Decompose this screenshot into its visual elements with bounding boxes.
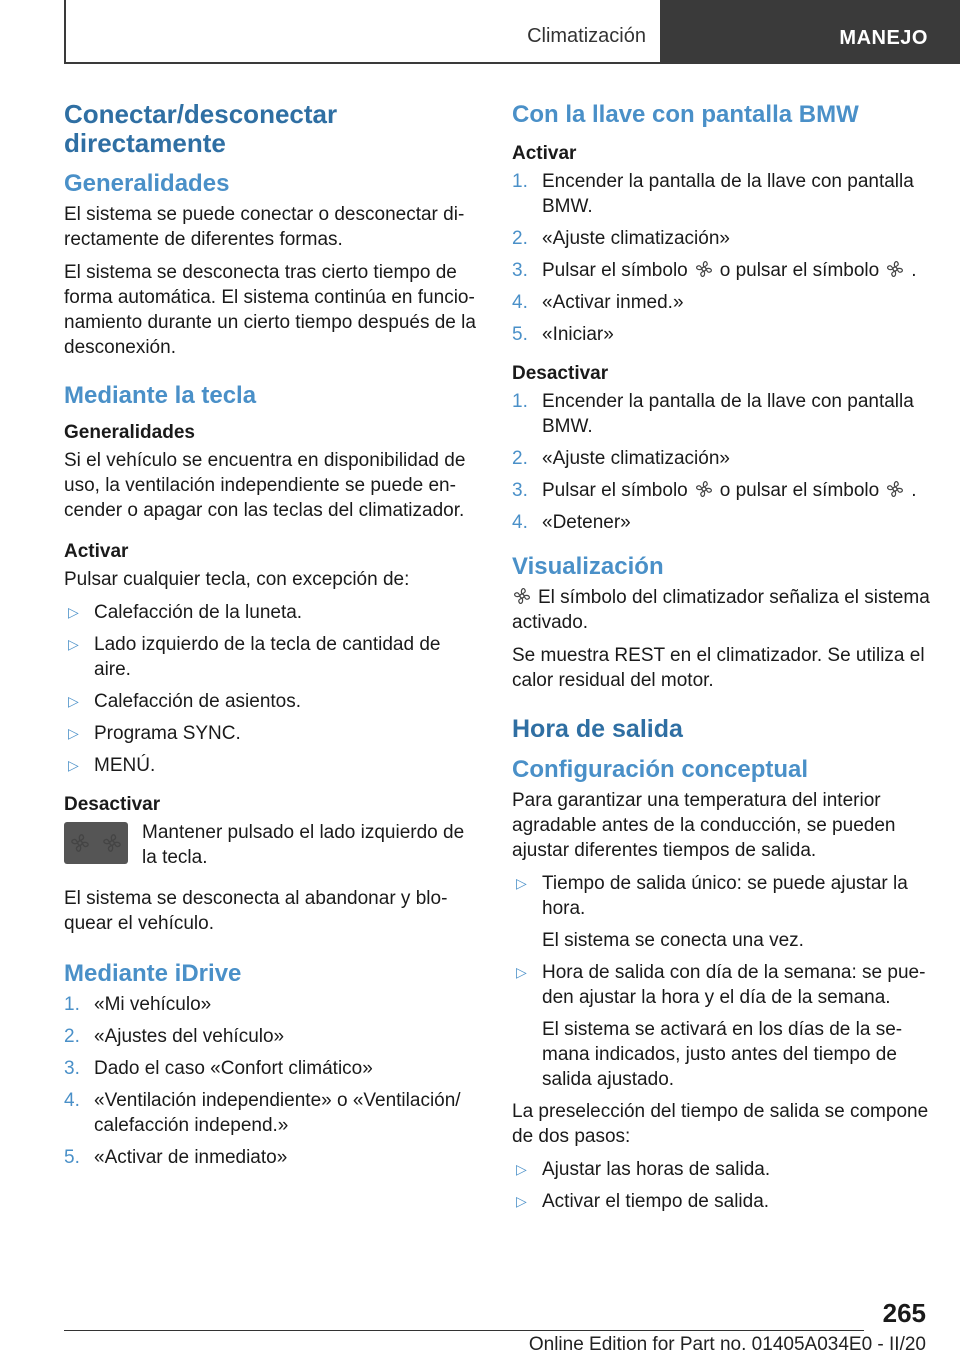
subheading-activar: Activar — [512, 143, 577, 164]
heading-hora-salida: Hora de salida — [512, 715, 683, 743]
list-item: ▷ Lado izquierdo de la tecla de cantidad de aire. — [68, 634, 441, 680]
list-item: 1. Encender la pantalla de la llave con pantalla BMW. — [512, 391, 914, 437]
activar-list — [64, 600, 482, 778]
paragraph: Para garantizar una temperatura del interior agradable antes de la conducción, se pueden ajustar diferentes tiempos de salida. — [512, 790, 896, 861]
page-number: 265 — [882, 1298, 926, 1328]
list-item: ▷ MENÚ. — [68, 755, 156, 776]
section-title: Conectar/desconectar directamente — [64, 99, 338, 158]
list-item: 4. «Detener» — [512, 512, 631, 533]
desactivar-list — [512, 389, 930, 535]
list-item: 5. «Iniciar» — [512, 324, 614, 345]
paragraph: Mantener pulsado el lado izquierdo de la tecla. — [142, 822, 465, 868]
fan-off-icon — [69, 832, 91, 854]
list-item: 3. Pulsar el símbolo o pulsar el símbolo . — [512, 480, 917, 501]
list-item: ▷ Activar el tiempo de salida. — [516, 1191, 770, 1212]
bullet-triangle-icon: ▷ — [68, 757, 79, 773]
list-item: ▷ Calefacción de asientos. — [68, 691, 302, 712]
paragraph: El sistema se desconecta tras cierto tiempo de forma automática. El sistema continúa en funcionamiento durante un cierto tiempo después de la desconexión. — [64, 262, 476, 358]
heading-generalidades: Generalidades — [64, 170, 230, 197]
paragraph: El símbolo del climatizador señaliza el sistema activado. — [512, 587, 930, 633]
bullet-triangle-icon: ▷ — [516, 1161, 527, 1177]
paragraph: Si el vehículo se encuentra en disponibilidad de uso, la ventilación independiente se puede encender o apagar con las teclas del climatizador. — [64, 450, 466, 521]
fan-icon — [694, 259, 714, 279]
list-item: 4. «Activar inmed.» — [512, 292, 684, 313]
fan-icon — [512, 586, 532, 606]
chapter-tab: MANEJO — [662, 0, 960, 64]
heading-mediante-idrive: Mediante iDrive — [64, 960, 242, 987]
list-item: ▷ Calefacción de la luneta. — [68, 602, 303, 623]
paragraph: El sistema se puede conectar o desconectar directamente de diferentes formas. — [64, 204, 465, 250]
bullet-triangle-icon: ▷ — [516, 964, 527, 980]
list-item: ▷ Ajustar las horas de salida. — [516, 1159, 771, 1180]
list-item: ▷ Hora de salida con día de la semana: se pueden ajustar la hora y el día de la semana. — [516, 962, 926, 1008]
paragraph: Pulsar cualquier tecla, con excepción de: — [64, 569, 410, 590]
fan-heat-icon — [885, 479, 905, 499]
list-item: 2. «Ajustes del vehículo» — [64, 1026, 285, 1047]
presel-list — [512, 1157, 930, 1214]
heading-configuracion: Configuración conceptual — [512, 756, 809, 783]
page-header — [64, 0, 960, 64]
list-item: 2. «Ajuste climatización» — [512, 448, 730, 469]
idrive-list — [64, 992, 482, 1170]
left-column — [64, 100, 482, 1177]
fan-off-button-image — [64, 822, 128, 864]
list-item: 3. Dado el caso «Confort climático» — [64, 1058, 373, 1079]
activar-list — [512, 169, 930, 347]
edition-footer: Online Edition for Part no. 01405A034E0 - II/20 — [528, 1334, 926, 1355]
bullet-triangle-icon: ▷ — [516, 875, 527, 891]
list-item: 4. «Ventilación independiente» o «Ventilación/ calefacción independ.» — [64, 1090, 461, 1136]
footer-divider — [64, 1330, 864, 1331]
fan-icon — [694, 479, 714, 499]
bullet-triangle-icon: ▷ — [68, 693, 79, 709]
section-title: Con la llave con pantalla BMW — [512, 101, 859, 128]
bullet-triangle-icon: ▷ — [68, 604, 79, 620]
list-item: 1. «Mi vehículo» — [64, 994, 212, 1015]
paragraph: Se muestra REST en el climatizador. Se utiliza el calor residual del motor. — [512, 645, 925, 691]
heading-visualizacion: Visualización — [512, 553, 664, 580]
paragraph: El sistema se desconecta al abandonar y bloquear el vehículo. — [64, 888, 448, 934]
right-column — [512, 100, 930, 1221]
bullet-triangle-icon: ▷ — [516, 1193, 527, 1209]
heading-mediante-tecla: Mediante la tecla — [64, 382, 257, 409]
list-item: ▷ Tiempo de salida único: se puede ajustar la hora. — [516, 873, 908, 919]
conf-list — [512, 871, 930, 921]
list-item: ▷ Programa SYNC. — [68, 723, 241, 744]
list-item: 1. Encender la pantalla de la llave con pantalla BMW. — [512, 171, 914, 217]
subheading-desactivar: Desactivar — [512, 363, 609, 384]
bullet-triangle-icon: ▷ — [68, 636, 79, 652]
list-item: 5. «Activar de inmediato» — [64, 1147, 288, 1168]
subheading-desactivar: Desactivar — [64, 794, 161, 815]
list-item: 3. Pulsar el símbolo o pulsar el símbolo . — [512, 260, 917, 281]
conf-list — [512, 960, 930, 1010]
subheading-activar: Activar — [64, 541, 129, 562]
bullet-triangle-icon: ▷ — [68, 725, 79, 741]
fan-heat-icon — [885, 259, 905, 279]
subheading-generalidades: Generalidades — [64, 422, 195, 443]
list-item: 2. «Ajuste climatización» — [512, 228, 730, 249]
list-subtext: El sistema se conecta una vez. — [542, 930, 804, 951]
paragraph: La preselección del tiempo de salida se compone de dos pasos: — [512, 1101, 929, 1147]
fan-icon — [101, 832, 123, 854]
section-tab: Climatización — [64, 0, 662, 64]
list-subtext: El sistema se activará en los días de la semana indicados, justo antes del tiempo de salida ajustado. — [542, 1019, 903, 1090]
